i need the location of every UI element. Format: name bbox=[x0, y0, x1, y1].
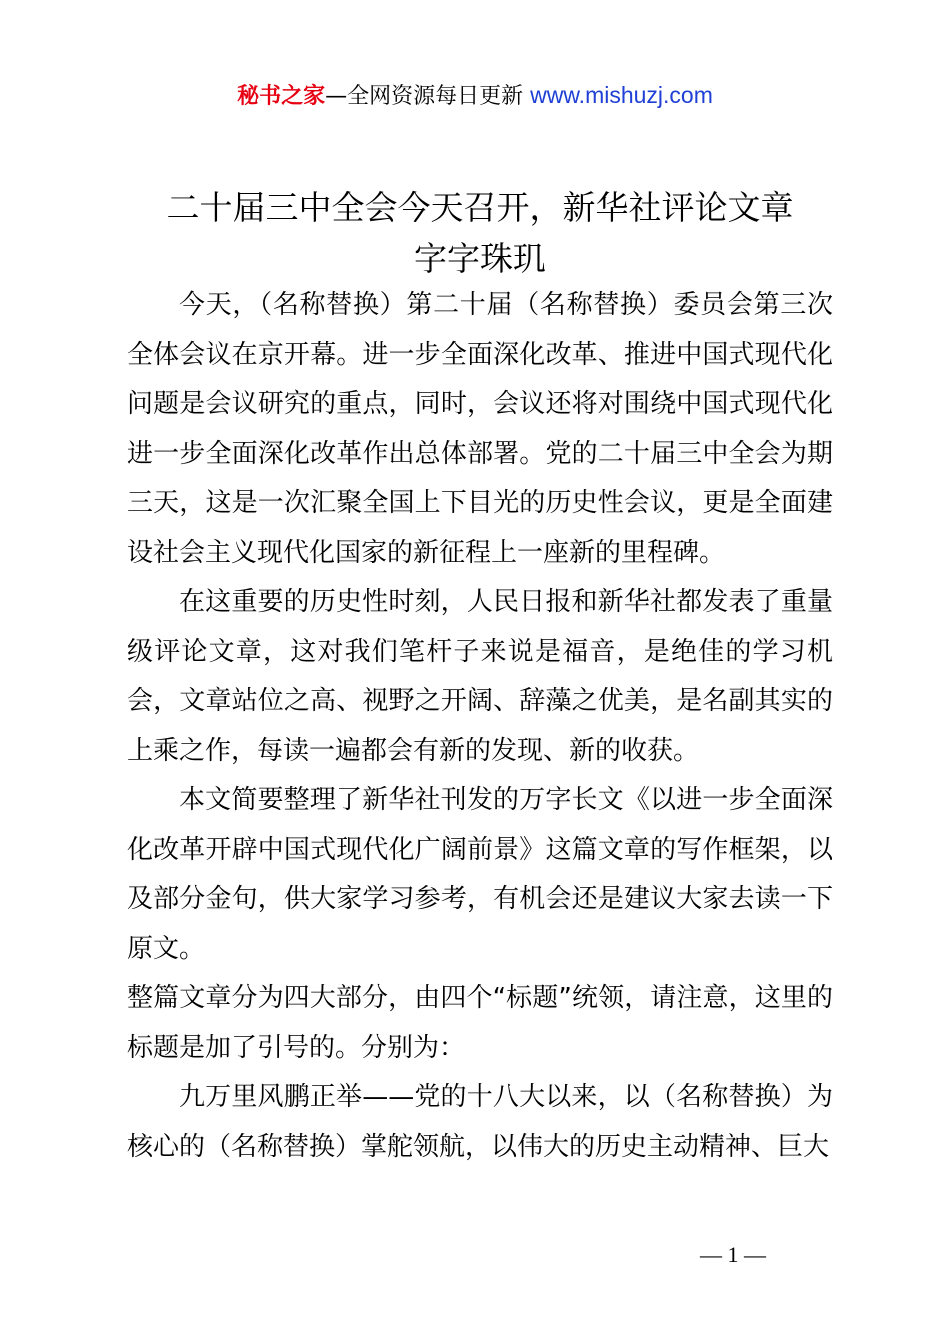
paragraph-5: 九万里风鹏正举——党的十八大以来，以（名称替换）为核心的（名称替换）掌舵领航，以伟大的历史主动精神、巨大 bbox=[127, 1082, 833, 1162]
title-line-2: 字字珠玑 bbox=[414, 239, 546, 278]
document-body bbox=[127, 281, 833, 1172]
title-line-1: 二十届三中全会今天召开，新华社评论文章 bbox=[166, 188, 794, 227]
paragraph-4: 整篇文章分为四大部分，由四个“标题”统领，请注意，这里的标题是加了引号的。分别为： bbox=[127, 983, 833, 1063]
page-number: — 1 — bbox=[700, 1242, 766, 1267]
brand-name: 秘书之家 bbox=[237, 84, 326, 109]
site-header bbox=[0, 78, 950, 114]
site-url[interactable]: www.mishuzj.com bbox=[530, 82, 713, 108]
header-tagline: —全网资源每日更新 bbox=[325, 84, 524, 109]
document-title bbox=[100, 182, 860, 284]
paragraph-2: 在这重要的历史性时刻，人民日报和新华社都发表了重量级评论文章，这对我们笔杆子来说是福音，是绝佳的学习机会，文章站位之高、视野之开阔、辞藻之优美，是名副其实的上乘之作，每读一遍都会有新的发现、新的收获。 bbox=[127, 587, 833, 766]
paragraph-3: 本文简要整理了新华社刊发的万字长文《以进一步全面深化改革开辟中国式现代化广阔前景》这篇文章的写作框架，以及部分金句，供大家学习参考，有机会还是建议大家去读一下原文。 bbox=[127, 785, 833, 964]
paragraph-1: 今天，（名称替换）第二十届（名称替换）委员会第三次全体会议在京开幕。进一步全面深化改革、推进中国式现代化问题是会议研究的重点，同时，会议还将对围绕中国式现代化进一步全面深化改革作出总体部署。党的二十届三中全会为期三天，这是一次汇聚全国上下目光的历史性会议，更是全面建设社会主义现代化国家的新征程上一座新的里程碑。 bbox=[127, 290, 833, 568]
